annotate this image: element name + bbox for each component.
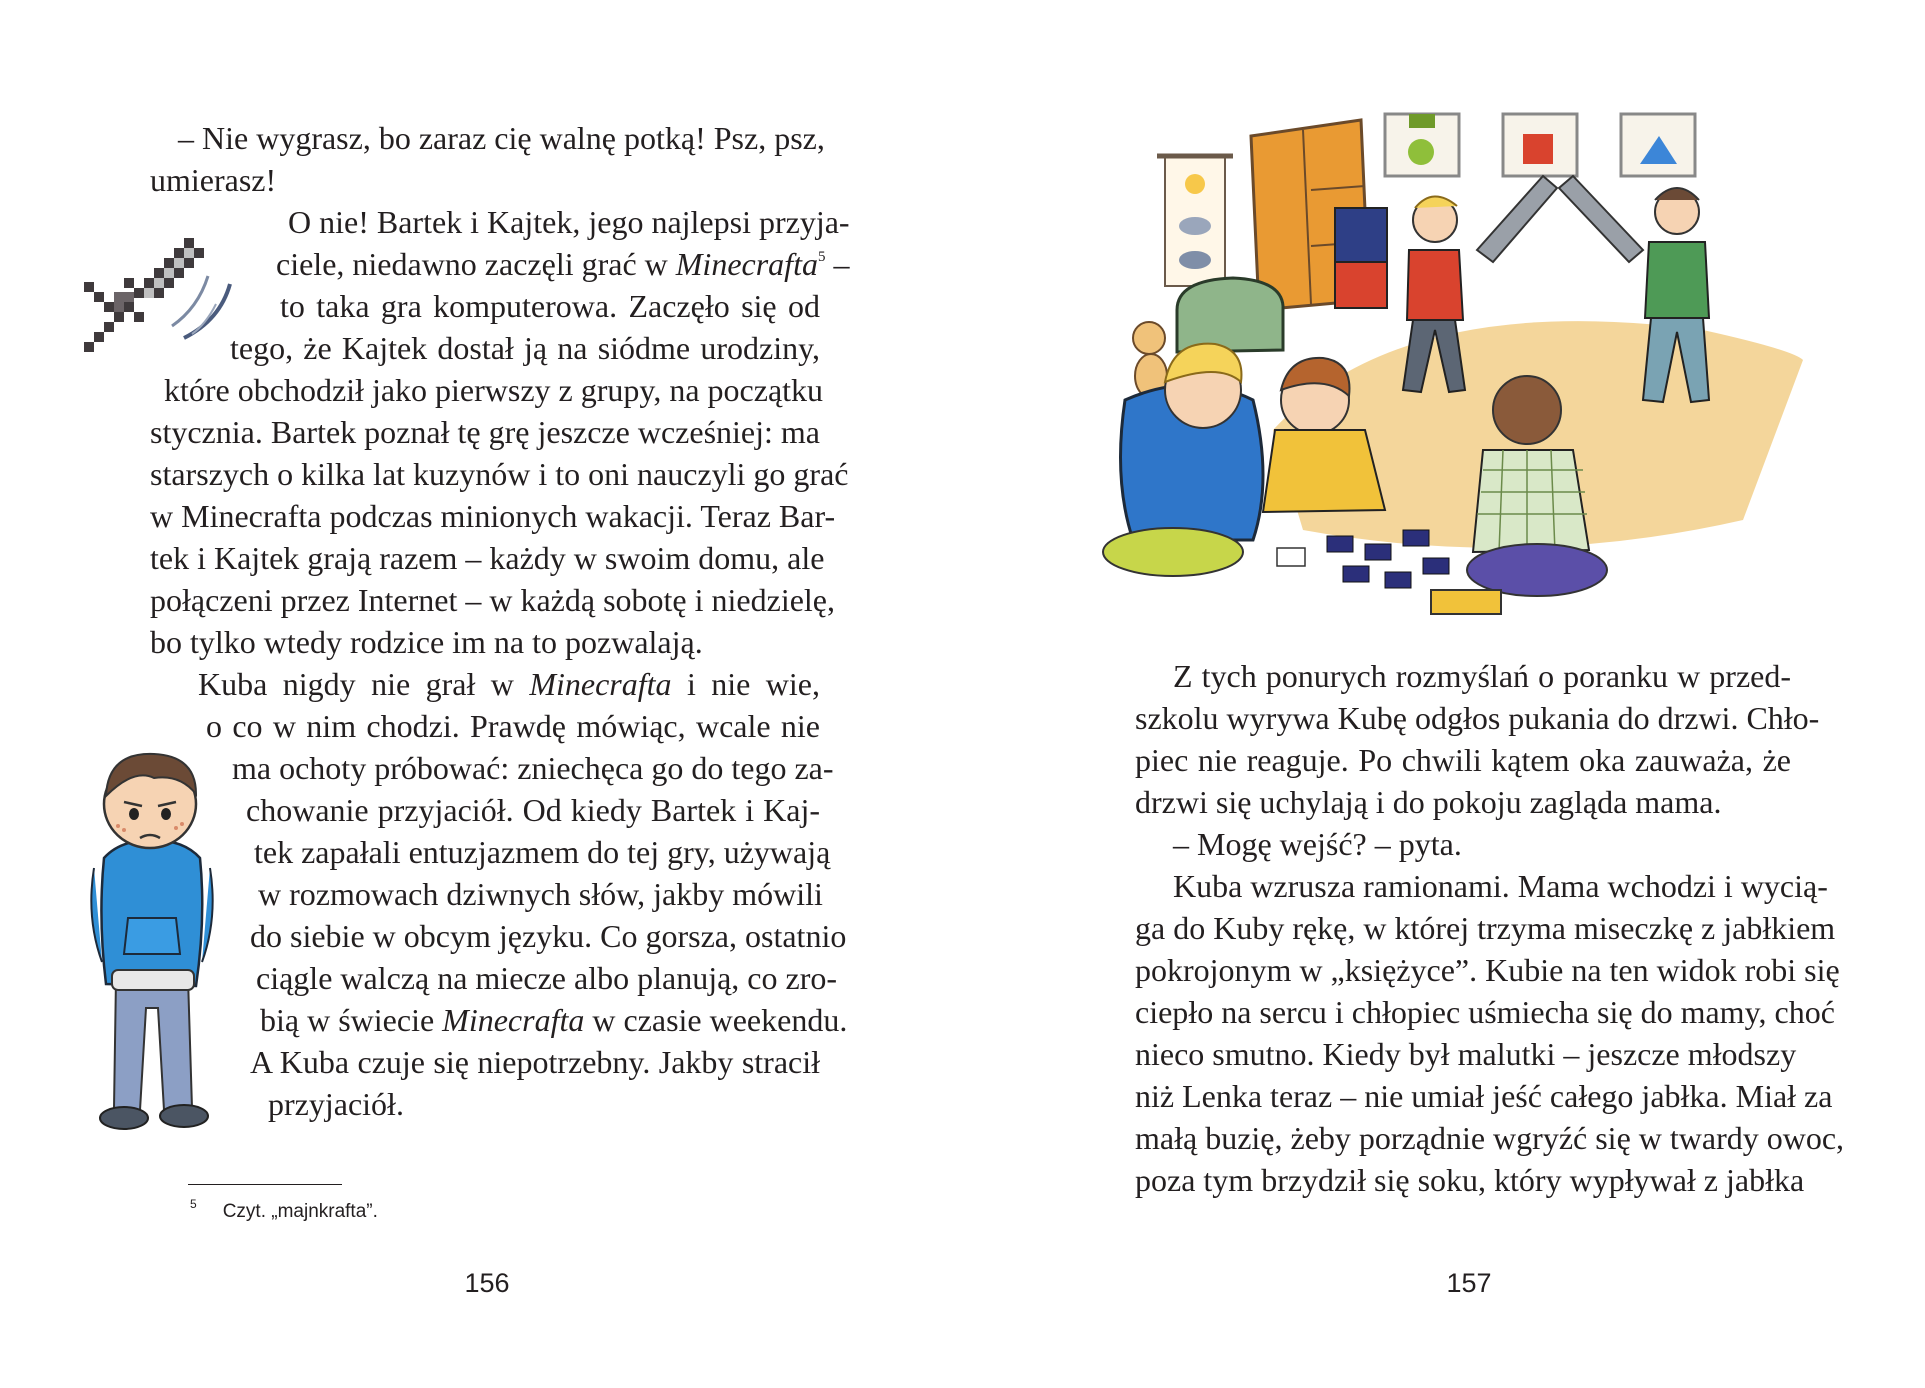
left-text-line — [150, 454, 849, 494]
sad-boy-illustration — [84, 748, 234, 1148]
left-text-line — [198, 664, 820, 704]
text-segment: w czasie weekendu. — [584, 1002, 848, 1038]
left-text-line — [258, 874, 823, 914]
text-segment: pokrojonym w „księżyce”. Kubie na ten widok robi się — [1135, 952, 1840, 988]
left-text-line — [164, 370, 824, 410]
right-page — [963, 0, 1925, 1388]
italic-title: Minecrafta — [675, 246, 818, 282]
text-segment: do siebie w obcym języku. Co gorsza, ostatnio — [250, 918, 847, 954]
text-segment: tek i Kajtek grają razem – każdy w swoim domu, ale — [150, 540, 825, 576]
text-segment: to taka gra komputerowa. Zaczęło się od — [280, 288, 820, 324]
text-segment: ciele, niedawno zaczęli grać w — [276, 246, 676, 282]
left-text-line — [250, 1042, 820, 1082]
left-text-line — [280, 286, 820, 326]
text-segment: O nie! Bartek i Kajtek, jego najlepsi przyja- — [288, 204, 850, 240]
footnote-number: 5 — [190, 1197, 197, 1211]
text-segment: niż Lenka teraz – nie umiał jeść całego jabłka. Miał za — [1135, 1078, 1833, 1114]
footnote-text: Czyt. „majnkrafta”. — [222, 1201, 378, 1222]
text-segment: – Nie wygrasz, bo zaraz cię walnę potką! Psz, psz, — [178, 120, 825, 156]
text-segment: w rozmowach dziwnych słów, jakby mówili — [258, 876, 823, 912]
text-segment: – Mogę wejść? – pyta. — [1173, 826, 1462, 862]
text-segment: Z tych ponurych rozmyślań o poranku w przed- — [1173, 658, 1791, 694]
right-text-line — [1135, 698, 1820, 738]
text-segment: ma ochoty próbować: zniechęca go do tego za- — [232, 750, 834, 786]
italic-title: Minecrafta — [529, 666, 672, 702]
right-text-line — [1135, 992, 1835, 1032]
right-text-line — [1135, 950, 1840, 990]
text-segment: o co w nim chodzi. Prawdę mówiąc, wcale nie — [206, 708, 820, 744]
left-text-line — [150, 160, 277, 200]
text-segment: Kuba nigdy nie grał w — [198, 666, 530, 702]
right-text-line — [1135, 1160, 1805, 1200]
text-segment: ciągle walczą na miecze albo planują, co zro- — [256, 960, 837, 996]
left-text-line — [178, 118, 825, 158]
left-text-line — [256, 958, 837, 998]
text-segment: drzwi się uchylają i do pokoju zagląda mama. — [1135, 784, 1722, 820]
text-segment: ciepło na sercu i chłopiec uśmiecha się do mamy, choć — [1135, 994, 1835, 1030]
text-segment: umierasz! — [150, 162, 277, 198]
classroom-scene-illustration — [1103, 100, 1803, 630]
right-text-line — [1135, 740, 1791, 780]
italic-title: Minecrafta — [442, 1002, 585, 1038]
right-text-line — [1173, 656, 1791, 696]
footnote-divider — [188, 1184, 342, 1185]
right-text-line — [1173, 866, 1828, 906]
right-text-line — [1135, 1034, 1797, 1074]
left-text-line — [288, 202, 850, 242]
text-segment: – — [825, 246, 850, 282]
text-segment: A Kuba czuje się niepotrzebny. Jakby stracił — [250, 1044, 820, 1080]
left-text-line — [246, 790, 820, 830]
left-text-line — [250, 916, 847, 956]
text-segment: tek zapałali entuzjazmem do tej gry, używają — [254, 834, 831, 870]
left-text-line — [206, 706, 820, 746]
text-segment: połączeni przez Internet – w każdą sobotę i niedzielę, — [150, 582, 835, 618]
left-text-line — [150, 580, 835, 620]
text-segment: i nie wie, — [671, 666, 821, 702]
text-segment: przyjaciół. — [268, 1086, 404, 1122]
pixel-sword-icon — [80, 238, 240, 358]
text-segment: stycznia. Bartek poznał tę grę jeszcze wcześniej: ma — [150, 414, 820, 450]
left-text-line — [232, 748, 834, 788]
footnote-reference: 5 — [817, 249, 826, 265]
text-segment: chowanie przyjaciół. Od kiedy Bartek i Kaj- — [246, 792, 820, 828]
left-text-line — [150, 412, 820, 452]
text-segment: szkolu wyrywa Kubę odgłos pukania do drzwi. Chło- — [1135, 700, 1820, 736]
text-segment: w Minecrafta podczas minionych wakacji. Teraz Bar- — [150, 498, 836, 534]
right-text-line — [1135, 782, 1722, 822]
left-text-line — [254, 832, 831, 872]
text-segment: starszych o kilka lat kuzynów i to oni nauczyli go grać — [150, 456, 849, 492]
text-segment: Kuba wzrusza ramionami. Mama wchodzi i wycią- — [1173, 868, 1828, 904]
right-text-line — [1135, 1118, 1845, 1158]
text-segment: nieco smutno. Kiedy był malutki – jeszcze młodszy — [1135, 1036, 1797, 1072]
footnote — [190, 1197, 378, 1223]
page-number-right: 157 — [1446, 1268, 1492, 1298]
page-number-left: 156 — [464, 1268, 510, 1298]
text-segment: piec nie reaguje. Po chwili kątem oka zauważa, że — [1135, 742, 1791, 778]
left-text-line — [268, 1084, 404, 1124]
left-text-line — [150, 538, 825, 578]
text-segment: bią w świecie — [260, 1002, 443, 1038]
left-page — [0, 0, 962, 1388]
text-segment: bo tylko wtedy rodzice im na to pozwalają. — [150, 624, 703, 660]
text-segment: ga do Kuby rękę, w której trzyma miseczkę z jabłkiem — [1135, 910, 1836, 946]
right-text-line — [1135, 908, 1836, 948]
text-segment: które obchodził jako pierwszy z grupy, na początku — [164, 372, 824, 408]
left-text-line — [150, 622, 703, 662]
text-segment: poza tym brzydził się soku, który wypływał z jabłka — [1135, 1162, 1805, 1198]
left-text-line — [230, 328, 820, 368]
right-text-line — [1135, 1076, 1833, 1116]
left-text-line — [260, 1000, 848, 1040]
right-text-line — [1173, 824, 1463, 864]
left-text-line — [276, 244, 850, 284]
left-text-line — [150, 496, 836, 536]
text-segment: małą buzię, żeby porządnie wgryźć się w twardy owoc, — [1135, 1120, 1845, 1156]
text-segment: tego, że Kajtek dostał ją na siódme urodziny, — [230, 330, 820, 366]
